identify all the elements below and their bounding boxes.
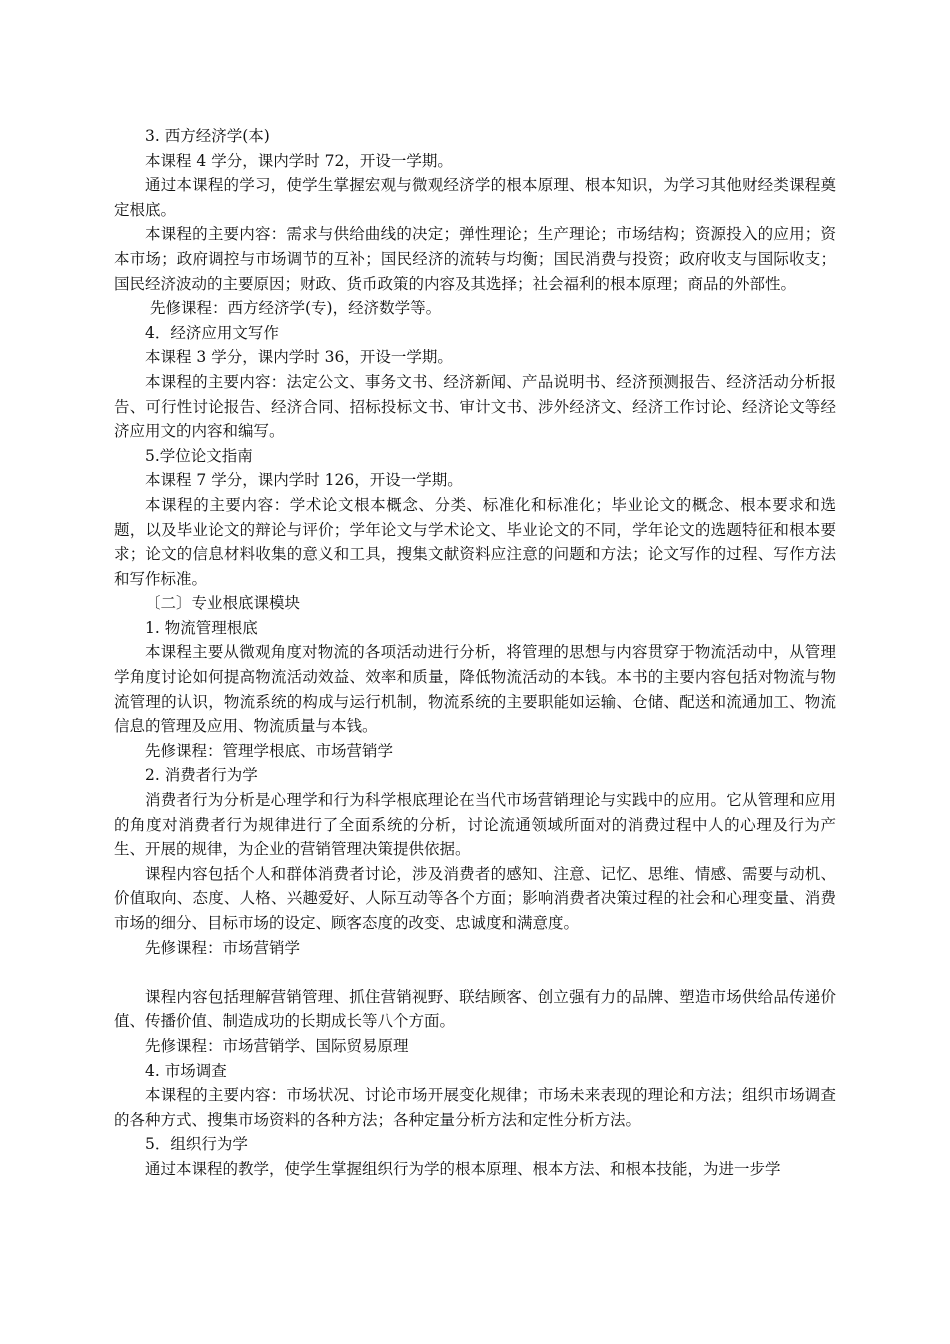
module-heading-professional-basics: 〔二〕专业根底课模块: [145, 594, 301, 613]
course-credit-line: 本课程 7 学分，课内学时 126，开设一学期。: [145, 471, 463, 490]
course-objective-paragraph: 通过本课程的学习，使学生掌握宏观与微观经济学的根本原理、根本知识，为学习其他财经类课程奠定根底。: [114, 176, 836, 219]
blank-line: [114, 960, 836, 985]
prerequisite-line: 先修课程：西方经济学(专)，经济数学等。: [150, 299, 442, 318]
course-description-paragraph: 消费者行为分析是心理学和行为科学根底理论在当代市场营销理论与实践中的应用。它从管理和应用的角度对消费者行为规律进行了全面系统的分析，讨论流通领域所面对的消费过程中人的心理及行为产生、开展的规律，为企业的营销管理决策提供依据。: [114, 791, 836, 859]
document-body: [114, 124, 836, 1182]
section-heading-organizational-behavior: 5．组织行为学: [145, 1135, 248, 1154]
course-content-paragraph: 本课程的主要内容：学术论文根本概念、分类、标准化和标准化；毕业论文的概念、根本要求和选题，以及毕业论文的辩论与评价；学年论文与学术论文、毕业论文的不同，学年论文的选题特征和根本要求；论文的信息材料收集的意义和工具，搜集文献资料应注意的问题和方法；论文写作的过程、写作方法和写作标准。: [114, 495, 836, 588]
section-heading-consumer-behavior: 2. 消费者行为学: [145, 766, 258, 785]
section-heading-western-economics: 3. 西方经济学(本): [145, 127, 270, 145]
prerequisite-line: 先修课程：市场营销学、国际贸易原理: [145, 1036, 409, 1055]
course-credit-line: 本课程 3 学分，课内学时 36，开设一学期。: [145, 348, 453, 367]
course-content-paragraph: 本课程主要从微观角度对物流的各项活动进行分析，将管理的思想与内容贯穿于物流活动中，从管理学角度讨论如何提高物流活动效益、效率和质量，降低物流活动的本钱。本书的主要内容包括对物流与物流管理的认识，物流系统的构成与运行机制，物流系统的主要职能如运输、仓储、配送和流通加工、物流信息的管理及应用、物流质量与本钱。: [114, 643, 836, 736]
section-heading-economic-writing: 4．经济应用文写作: [145, 323, 279, 342]
course-credit-line: 本课程 4 学分，课内学时 72，开设一学期。: [145, 151, 453, 170]
course-content-paragraph: 本课程的主要内容：法定公文、事务文书、经济新闻、产品说明书、经济预测报告、经济活动分析报告、可行性讨论报告、经济合同、招标投标文书、审计文书、涉外经济文、经济工作讨论、经济论文等经济应用文的内容和编写。: [114, 372, 836, 441]
course-content-paragraph: 本课程的主要内容：市场状况、讨论市场开展变化规律；市场未来表现的理论和方法；组织市场调查的各种方式、搜集市场资料的各种方法；各种定量分析方法和定性分析方法。: [114, 1086, 836, 1129]
section-heading-logistics-management: 1. 物流管理根底: [145, 618, 258, 637]
prerequisite-line: 先修课程：管理学根底、市场营销学: [145, 741, 394, 760]
section-heading-thesis-guide: 5.学位论文指南: [145, 446, 253, 465]
course-content-paragraph: 课程内容包括个人和群体消费者讨论，涉及消费者的感知、注意、记忆、思维、情感、需要与动机、价值取向、态度、人格、兴趣爱好、人际互动等各个方面；影响消费者决策过程的社会和心理变量、消费市场的细分、目标市场的设定、顾客态度的改变、忠诚度和满意度。: [114, 864, 836, 932]
course-content-paragraph: 课程内容包括理解营销管理、抓住营销视野、联结顾客、创立强有力的品牌、塑造市场供给品传递价值、传播价值、制造成功的长期成长等八个方面。: [114, 987, 836, 1031]
course-objective-paragraph: 通过本课程的教学，使学生掌握组织行为学的根本原理、根本方法、和根本技能，为进一步学: [145, 1159, 781, 1178]
section-heading-market-research: 4. 市场调查: [145, 1061, 227, 1080]
course-content-paragraph: 本课程的主要内容：需求与供给曲线的决定；弹性理论；生产理论；市场结构；资源投入的应用；资本市场；政府调控与市场调节的互补；国民经济的流转与均衡；国民消费与投资；政府收支与国际收支；国民经济波动的主要原因；财政、货币政策的内容及其选择；社会福利的根本原理；商品的外部性。: [114, 225, 836, 293]
prerequisite-line: 先修课程：市场营销学: [145, 938, 301, 957]
